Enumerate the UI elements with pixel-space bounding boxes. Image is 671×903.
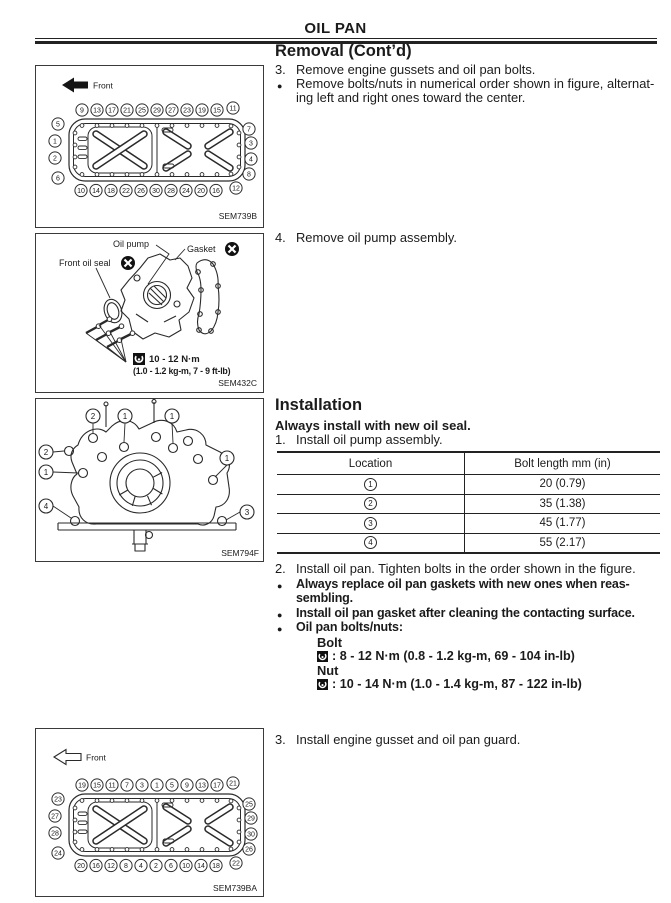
- table-row: [277, 514, 660, 534]
- svg-text:29: 29: [153, 107, 161, 115]
- front-arrow-icon: [62, 78, 88, 93]
- removal-heading: Removal (Cont’d): [275, 42, 412, 60]
- figure-oil-pump-bolts: [35, 398, 264, 562]
- svg-text:15: 15: [213, 107, 221, 115]
- svg-text:1: 1: [53, 138, 57, 146]
- pan-drawing: [49, 102, 257, 197]
- svg-text:16: 16: [212, 187, 220, 195]
- svg-text:6: 6: [56, 175, 60, 183]
- svg-text:27: 27: [168, 107, 176, 115]
- installation-heading: Installation: [275, 396, 363, 414]
- front-arrow-icon: [54, 750, 81, 765]
- table-row: [277, 533, 660, 553]
- nut-torque-spec: : 10 - 14 N·m (1.0 - 1.4 kg-m, 87 - 122 in-lb): [332, 677, 582, 691]
- front-label: Front: [93, 80, 113, 91]
- svg-text:28: 28: [167, 187, 175, 195]
- removal-bullet: [277, 77, 654, 105]
- front-label: Front: [86, 752, 106, 763]
- step-number: 3.: [275, 732, 286, 747]
- column-header-location: Location: [277, 452, 465, 475]
- installation-step-2: [275, 562, 669, 576]
- svg-text:19: 19: [78, 782, 86, 790]
- replace-symbol-icon: [121, 256, 135, 270]
- bolt-length-value: 55 (2.17): [465, 533, 661, 553]
- svg-text:8: 8: [247, 171, 251, 179]
- svg-text:1: 1: [169, 411, 175, 421]
- svg-text:1: 1: [43, 467, 49, 477]
- torque-wrench-icon: [133, 353, 145, 365]
- step-text: Install oil pump assembly.: [296, 432, 443, 447]
- svg-text:9: 9: [80, 107, 84, 115]
- svg-text:22: 22: [122, 187, 130, 195]
- svg-text:12: 12: [107, 862, 115, 870]
- location-circled-number: 4: [364, 536, 377, 549]
- step-number: 1.: [275, 432, 286, 447]
- svg-text:3: 3: [140, 782, 144, 790]
- installation-bullet-1: [277, 577, 630, 605]
- torque-wrench-icon: [317, 679, 328, 693]
- svg-text:16: 16: [92, 862, 100, 870]
- removal-step-4: [275, 231, 669, 245]
- figure-code: SEM432C: [218, 378, 257, 388]
- nut-torque-spec-row: [317, 677, 582, 693]
- svg-text:28: 28: [51, 830, 59, 838]
- location-circled-number: 2: [364, 497, 377, 510]
- gasket-label: Gasket: [187, 244, 216, 254]
- svg-text:19: 19: [198, 107, 206, 115]
- svg-text:27: 27: [51, 813, 59, 821]
- svg-text:17: 17: [108, 107, 116, 115]
- svg-text:7: 7: [247, 126, 251, 134]
- svg-text:10: 10: [77, 187, 85, 195]
- location-circled-number: 3: [364, 517, 377, 530]
- svg-text:25: 25: [245, 801, 253, 809]
- pump-front-art: [53, 400, 240, 552]
- figure-pan-install: [35, 728, 264, 897]
- table-header-row: [277, 452, 660, 475]
- installation-bullet-3: [277, 620, 403, 636]
- svg-text:17: 17: [213, 782, 221, 790]
- svg-text:29: 29: [247, 815, 255, 823]
- svg-text:30: 30: [247, 831, 255, 839]
- step-text: Install oil pan. Tighten bolts in the order shown in the figure.: [296, 561, 636, 576]
- svg-text:5: 5: [170, 782, 174, 790]
- nut-torque-label: Nut: [317, 663, 339, 678]
- pan-drawing: [49, 777, 257, 872]
- step-number: 2.: [275, 561, 286, 576]
- svg-text:6: 6: [169, 862, 173, 870]
- svg-text:1: 1: [122, 411, 128, 421]
- figure-code: SEM739B: [218, 211, 257, 221]
- figure-torque-line2: (1.0 - 1.2 kg-m, 7 - 9 ft-lb): [133, 366, 231, 376]
- svg-text:3: 3: [244, 507, 250, 517]
- svg-text:14: 14: [92, 187, 100, 195]
- removal-step-3: [275, 63, 669, 77]
- bolt-length-value: 35 (1.38): [465, 494, 661, 514]
- svg-text:9: 9: [185, 782, 189, 790]
- svg-text:5: 5: [56, 121, 60, 129]
- svg-text:1: 1: [155, 782, 159, 790]
- svg-text:13: 13: [198, 782, 206, 790]
- oil-pump-label: Oil pump: [113, 239, 150, 249]
- svg-text:20: 20: [197, 187, 205, 195]
- bullet-line: Remove bolts/nuts in numerical order shown in figure, alternat-: [296, 76, 655, 91]
- svg-text:25: 25: [138, 107, 146, 115]
- step-number: 3.: [275, 62, 286, 77]
- table-row: [277, 494, 660, 514]
- svg-text:13: 13: [93, 107, 101, 115]
- svg-text:23: 23: [54, 796, 62, 804]
- svg-text:2: 2: [90, 411, 96, 421]
- bolt-torque-spec-row: [317, 649, 575, 665]
- step-text: Install engine gusset and oil pan guard.: [296, 732, 521, 747]
- svg-text:18: 18: [212, 862, 220, 870]
- installation-note: Always install with new oil seal.: [275, 418, 471, 433]
- bullet-line: sembling.: [296, 591, 353, 605]
- svg-text:23: 23: [183, 107, 191, 115]
- svg-text:22: 22: [232, 860, 240, 868]
- svg-text:10: 10: [182, 862, 190, 870]
- figure-code: SEM739BA: [213, 883, 257, 893]
- bolt-length-table: [277, 451, 660, 554]
- svg-text:26: 26: [137, 187, 145, 195]
- svg-text:2: 2: [53, 155, 57, 163]
- location-circled-number: 1: [364, 478, 377, 491]
- svg-text:3: 3: [249, 140, 253, 148]
- svg-text:1: 1: [224, 453, 230, 463]
- svg-text:11: 11: [108, 782, 116, 790]
- page-title: OIL PAN: [304, 20, 367, 37]
- bolt-torque-spec: : 8 - 12 N·m (0.8 - 1.2 kg-m, 69 - 104 in-lb): [332, 649, 575, 663]
- figure-oil-pump-exploded: [35, 233, 264, 393]
- table-row: [277, 475, 660, 495]
- step-text: Remove engine gussets and oil pan bolts.: [296, 62, 536, 77]
- pan-removal-drawing: [36, 66, 263, 227]
- pan-install-drawing: [36, 729, 263, 896]
- figure-code: SEM794F: [221, 548, 259, 558]
- bullet-line: Always replace oil pan gaskets with new ones when reas-: [296, 577, 630, 591]
- bolt-length-value: 20 (0.79): [465, 475, 661, 495]
- figure-pan-removal: [35, 65, 264, 228]
- svg-text:24: 24: [182, 187, 190, 195]
- svg-text:20: 20: [77, 862, 85, 870]
- bullet-icon: ●: [277, 581, 283, 591]
- svg-text:30: 30: [152, 187, 160, 195]
- svg-text:4: 4: [43, 501, 49, 511]
- bullet-icon: ●: [277, 81, 283, 91]
- bullet-line: Oil pan bolts/nuts:: [296, 620, 403, 634]
- svg-text:14: 14: [197, 862, 205, 870]
- svg-text:2: 2: [154, 862, 158, 870]
- header-rule-thin: [35, 38, 657, 39]
- bullet-line: ing left and right ones toward the center.: [296, 90, 526, 105]
- svg-text:2: 2: [43, 447, 49, 457]
- svg-text:4: 4: [249, 156, 253, 164]
- column-header-bolt-length: Bolt length mm (in): [514, 457, 611, 470]
- oil-pump-exploded-drawing: [36, 234, 263, 392]
- installation-step-1: [275, 433, 669, 447]
- svg-text:4: 4: [139, 862, 143, 870]
- bullet-icon: ●: [277, 610, 283, 620]
- svg-text:18: 18: [107, 187, 115, 195]
- oil-pump-bolts-drawing: [36, 399, 263, 561]
- svg-text:12: 12: [232, 185, 240, 193]
- svg-text:8: 8: [124, 862, 128, 870]
- svg-text:11: 11: [229, 105, 237, 113]
- step-number: 4.: [275, 230, 286, 245]
- bullet-icon: ●: [277, 624, 283, 634]
- step-text: Remove oil pump assembly.: [296, 230, 457, 245]
- svg-text:15: 15: [93, 782, 101, 790]
- svg-text:7: 7: [125, 782, 129, 790]
- bolt-length-value: 45 (1.77): [465, 514, 661, 534]
- replace-symbol-icon: [225, 242, 239, 256]
- bolt-torque-label: Bolt: [317, 635, 343, 650]
- front-oil-seal-label: Front oil seal: [59, 258, 111, 268]
- svg-text:21: 21: [123, 107, 131, 115]
- figure-torque-line1: 10 - 12 N·m: [149, 354, 200, 365]
- svg-text:24: 24: [54, 850, 62, 858]
- installation-step-3: [275, 733, 669, 747]
- svg-text:21: 21: [229, 780, 237, 788]
- svg-text:26: 26: [245, 846, 253, 854]
- bullet-line: Install oil pan gasket after cleaning the contacting surface.: [296, 606, 635, 620]
